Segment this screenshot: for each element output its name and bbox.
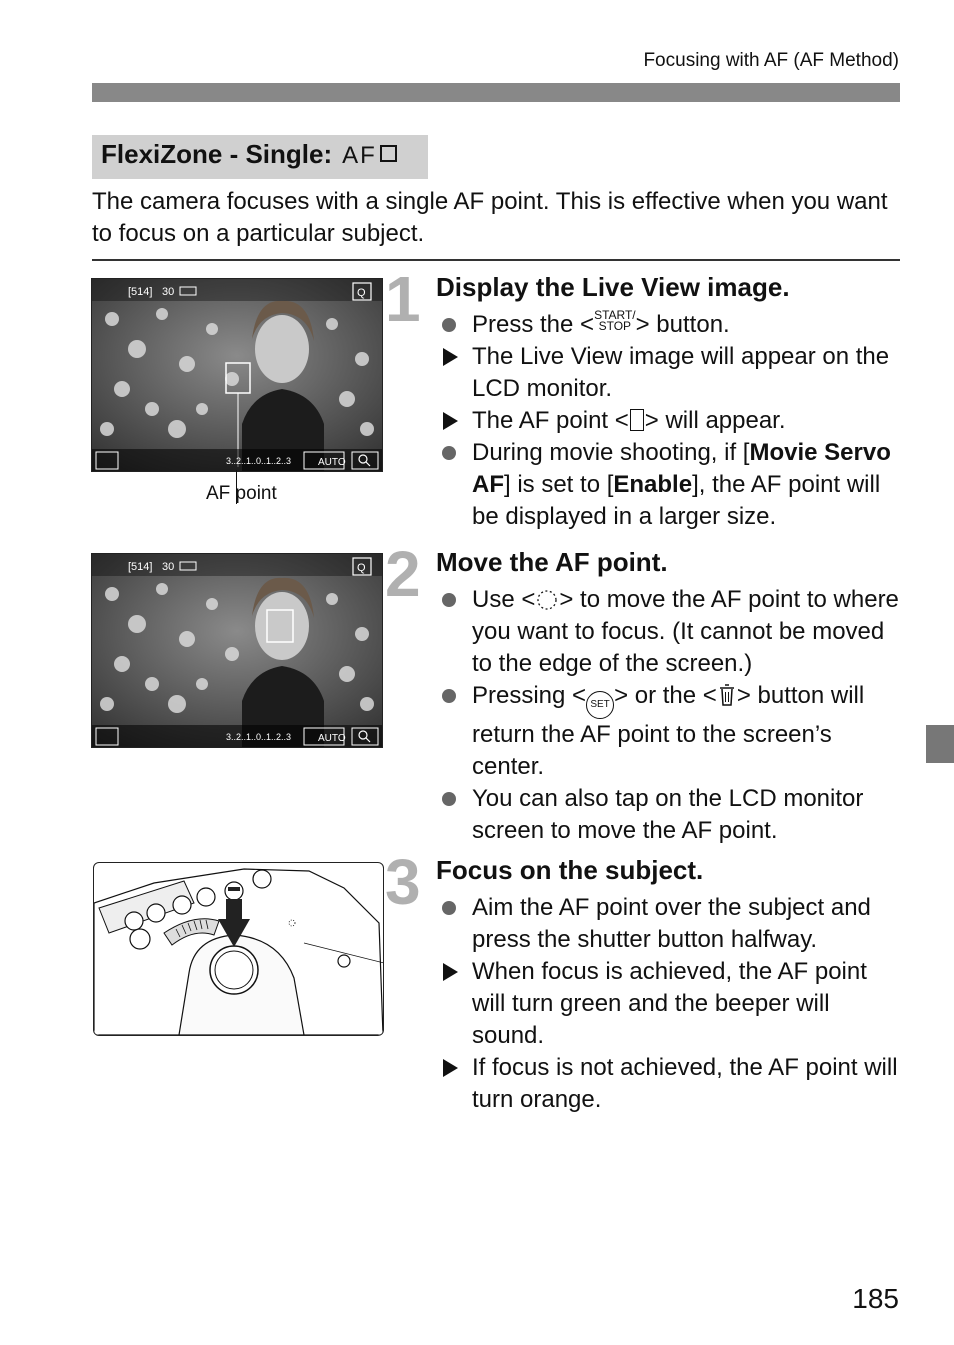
list-item: Use < > to move the AF point to where you want to focus. (It cannot be moved to the edge of the screen.) xyxy=(436,584,906,680)
list-item: During movie shooting, if [Movie Servo AF] is set to [Enable], the AF point will be displayed in a larger size. xyxy=(436,437,906,533)
header-bar xyxy=(92,83,900,102)
set-button-icon: SET xyxy=(586,691,614,719)
list-item: If focus is not achieved, the AF point will turn orange. xyxy=(436,1052,906,1116)
section-title xyxy=(101,139,397,170)
iso-auto-2: AUTO xyxy=(318,733,346,744)
exposure-scale-2: 3..2..1..0..1..2..3 xyxy=(226,732,292,742)
iso-auto-1: AUTO xyxy=(318,457,346,468)
lcd-battery-1: 30 xyxy=(162,286,175,298)
step-1-bullets xyxy=(436,309,906,533)
divider xyxy=(92,259,900,261)
step-2-bullets xyxy=(436,584,906,847)
step-3-title: Focus on the subject. xyxy=(436,855,704,885)
start-stop-icon: START/ STOP xyxy=(594,308,636,333)
list-item: The Live View image will appear on the LCD monitor. xyxy=(436,341,906,405)
exposure-scale-1: 3..2..1..0..1..2..3 xyxy=(226,456,292,466)
af-single-icon: AF xyxy=(342,142,397,170)
af-point-icon xyxy=(630,409,644,431)
multi-controller-icon xyxy=(535,589,559,611)
step-3-number: 3 xyxy=(385,846,421,918)
step-1-number: 1 xyxy=(385,263,421,335)
intro-paragraph: The camera focuses with a single AF point. This is effective when you want to focus on a particular subject. xyxy=(92,188,888,247)
trash-icon xyxy=(717,683,737,707)
list-item: Pressing < SET > or the < > button will return the AF point to the screen’s center. xyxy=(436,680,906,783)
section-title-text: FlexiZone - Single: xyxy=(101,139,333,169)
live-view-image-1 xyxy=(91,278,383,472)
page-number: 185 xyxy=(852,1283,899,1314)
list-item: Aim the AF point over the subject and press the shutter button halfway. xyxy=(436,892,906,956)
step-3-bullets xyxy=(436,892,906,1116)
svg-text:Q: Q xyxy=(357,562,366,574)
list-item: Press the <START/ STOP > button. xyxy=(436,309,906,341)
af-point-caption: AF point xyxy=(206,483,277,504)
camera-shutter-illustration xyxy=(93,862,384,1036)
list-item: When focus is achieved, the AF point will turn green and the beeper will sound. xyxy=(436,956,906,1052)
list-item: You can also tap on the LCD monitor screen to move the AF point. xyxy=(436,783,906,847)
list-item: The AF point < > will appear. xyxy=(436,405,906,437)
chapter-tab xyxy=(926,725,954,763)
lcd-shots-2: [514] xyxy=(128,561,153,573)
running-head: Focusing with AF (AF Method) xyxy=(643,50,899,71)
lcd-shots-1: [514] xyxy=(128,286,153,298)
step-1-title: Display the Live View image. xyxy=(436,272,790,302)
step-2-title: Move the AF point. xyxy=(436,547,668,577)
step-2-number: 2 xyxy=(385,538,421,610)
lcd-battery-2: 30 xyxy=(162,561,175,573)
svg-text:Q: Q xyxy=(357,287,366,299)
live-view-image-2 xyxy=(91,553,383,748)
